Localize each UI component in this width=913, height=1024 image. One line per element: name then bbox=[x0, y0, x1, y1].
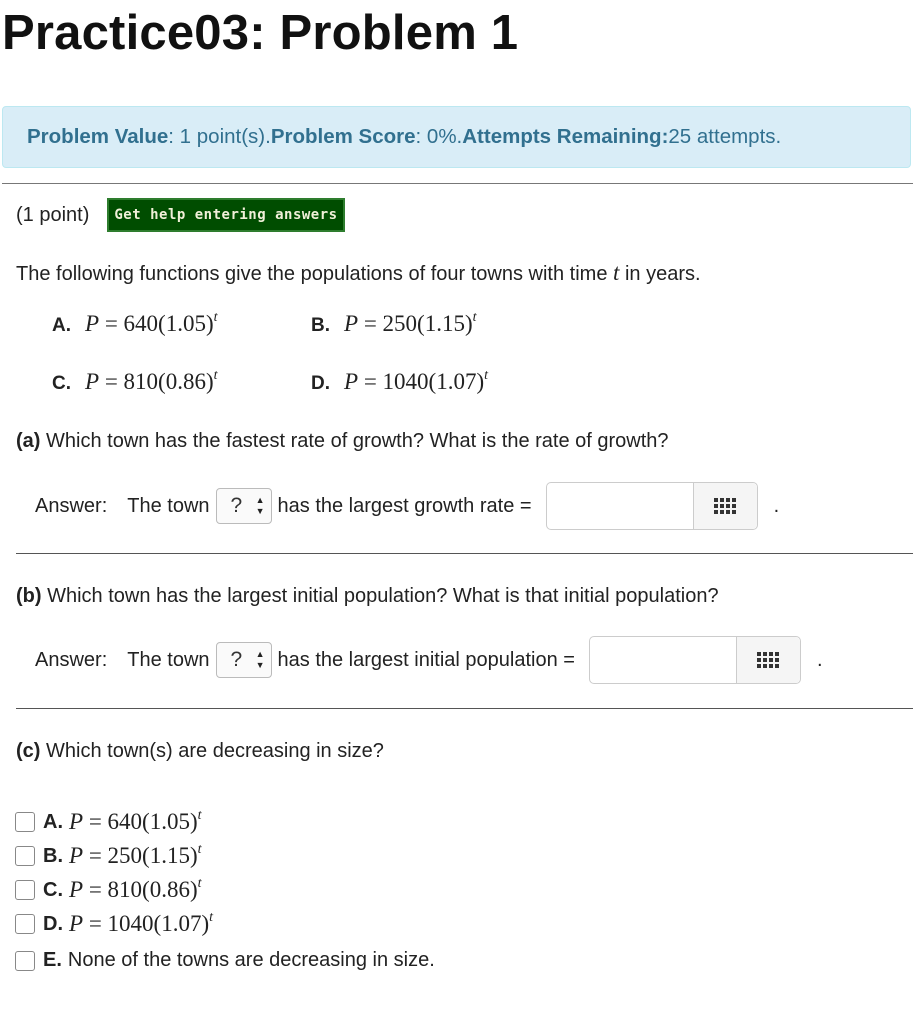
part-a-math-keyboard-button[interactable] bbox=[693, 483, 757, 529]
problem-intro bbox=[16, 260, 701, 286]
choice-variable: P bbox=[69, 911, 84, 936]
points-label: (1 point) bbox=[16, 203, 90, 226]
problem-info-bar bbox=[2, 106, 911, 168]
growth-rate-label: has the largest growth rate = bbox=[277, 494, 532, 517]
part-a-growth-rate-input[interactable] bbox=[546, 482, 758, 530]
choice-label: E. bbox=[43, 949, 62, 971]
select-value: ? bbox=[230, 494, 243, 517]
choice-exponent: t bbox=[197, 876, 202, 891]
intro-variable: t bbox=[613, 260, 620, 285]
function-label: A. bbox=[52, 315, 71, 336]
function-label: B. bbox=[311, 315, 330, 336]
choice-exponent: t bbox=[209, 910, 213, 925]
function-exponent: t bbox=[213, 310, 218, 325]
part-b-town-select[interactable] bbox=[216, 642, 272, 678]
part-a-tag: (a) bbox=[16, 430, 41, 452]
function-variable: P bbox=[85, 369, 100, 394]
choice-label: A. bbox=[43, 810, 63, 833]
choice-expression: = 810(0.86) bbox=[83, 877, 198, 902]
function-expression: = 810(0.86) bbox=[99, 369, 214, 394]
function-variable: P bbox=[85, 311, 100, 336]
part-c-choice-a[interactable] bbox=[15, 809, 202, 835]
function-c bbox=[52, 369, 218, 395]
function-exponent: t bbox=[484, 368, 488, 383]
part-c-choice-e[interactable] bbox=[15, 949, 435, 972]
grid-icon bbox=[714, 498, 736, 514]
choice-label: B. bbox=[43, 844, 63, 867]
problem-value-label: Problem Value bbox=[27, 125, 169, 148]
part-c-choice-c[interactable] bbox=[15, 877, 202, 903]
choice-expression: = 1040(1.07) bbox=[83, 911, 210, 936]
function-b bbox=[311, 311, 477, 337]
function-expression: = 250(1.15) bbox=[358, 311, 473, 336]
top-divider bbox=[2, 183, 913, 184]
up-down-arrows-icon: ▲ ▼ bbox=[255, 495, 265, 516]
checkbox[interactable] bbox=[15, 846, 35, 866]
part-b-initial-population-input[interactable] bbox=[589, 636, 801, 684]
problem-score-text: : 0%. bbox=[415, 125, 463, 148]
problem-value-text: : 1 point(s). bbox=[168, 125, 271, 148]
function-label: D. bbox=[311, 373, 330, 394]
points-row bbox=[16, 198, 345, 232]
checkbox[interactable] bbox=[15, 880, 35, 900]
choice-variable: P bbox=[69, 809, 84, 834]
choice-label: C. bbox=[43, 878, 63, 901]
part-a-question bbox=[16, 430, 669, 453]
part-b-math-keyboard-button[interactable] bbox=[736, 637, 800, 683]
part-b-tag: (b) bbox=[16, 585, 42, 607]
section-divider bbox=[16, 553, 913, 554]
part-c-choice-d[interactable] bbox=[15, 911, 213, 937]
part-b-question-text: Which town has the largest initial population? What is that initial population? bbox=[41, 585, 719, 607]
choice-text: None of the towns are decreasing in size. bbox=[67, 949, 435, 971]
select-value: ? bbox=[230, 648, 243, 671]
part-a-town-select[interactable] bbox=[216, 488, 272, 524]
checkbox[interactable] bbox=[15, 812, 35, 832]
function-expression: = 1040(1.07) bbox=[358, 369, 485, 394]
initial-population-label: has the largest initial population = bbox=[277, 648, 575, 671]
function-variable: P bbox=[344, 369, 359, 394]
part-c-question bbox=[16, 740, 384, 763]
help-entering-answers-button[interactable]: Get help entering answers bbox=[107, 198, 344, 232]
function-d bbox=[311, 369, 488, 395]
part-c-choice-b[interactable] bbox=[15, 843, 202, 869]
function-a bbox=[52, 311, 218, 337]
choice-variable: P bbox=[69, 877, 84, 902]
page-title: Practice03: Problem 1 bbox=[2, 6, 519, 60]
section-divider bbox=[16, 708, 913, 709]
part-a-question-text: Which town has the fastest rate of growth? What is the rate of growth? bbox=[40, 430, 669, 452]
function-expression: = 640(1.05) bbox=[99, 311, 214, 336]
part-a-answer-row bbox=[35, 482, 779, 530]
choice-expression: = 640(1.05) bbox=[83, 809, 198, 834]
answer-label: Answer: bbox=[35, 494, 108, 517]
choice-variable: P bbox=[69, 843, 84, 868]
function-variable: P bbox=[344, 311, 359, 336]
intro-text-after: in years. bbox=[619, 263, 701, 285]
up-down-arrows-icon: ▲ ▼ bbox=[255, 649, 265, 670]
choice-exponent: t bbox=[197, 808, 202, 823]
the-town-label: The town bbox=[127, 648, 210, 671]
function-exponent: t bbox=[213, 368, 218, 383]
function-exponent: t bbox=[472, 310, 477, 325]
attempts-remaining-text: 25 attempts. bbox=[668, 125, 782, 148]
part-c-tag: (c) bbox=[16, 740, 41, 762]
the-town-label: The town bbox=[127, 494, 210, 517]
checkbox[interactable] bbox=[15, 951, 35, 971]
choice-expression: = 250(1.15) bbox=[83, 843, 198, 868]
part-b-answer-row bbox=[35, 636, 823, 684]
choice-label: D. bbox=[43, 912, 63, 935]
grid-icon bbox=[757, 652, 779, 668]
choice-exponent: t bbox=[197, 842, 202, 857]
period: . bbox=[816, 648, 823, 671]
part-b-question bbox=[16, 585, 719, 608]
problem-score-label: Problem Score bbox=[270, 125, 416, 148]
attempts-remaining-label: Attempts Remaining: bbox=[462, 125, 669, 148]
part-c-question-text: Which town(s) are decreasing in size? bbox=[40, 740, 384, 762]
function-label: C. bbox=[52, 373, 71, 394]
intro-text-before: The following functions give the populations of four towns with time bbox=[16, 263, 613, 285]
answer-label: Answer: bbox=[35, 648, 108, 671]
checkbox[interactable] bbox=[15, 914, 35, 934]
period: . bbox=[773, 494, 780, 517]
